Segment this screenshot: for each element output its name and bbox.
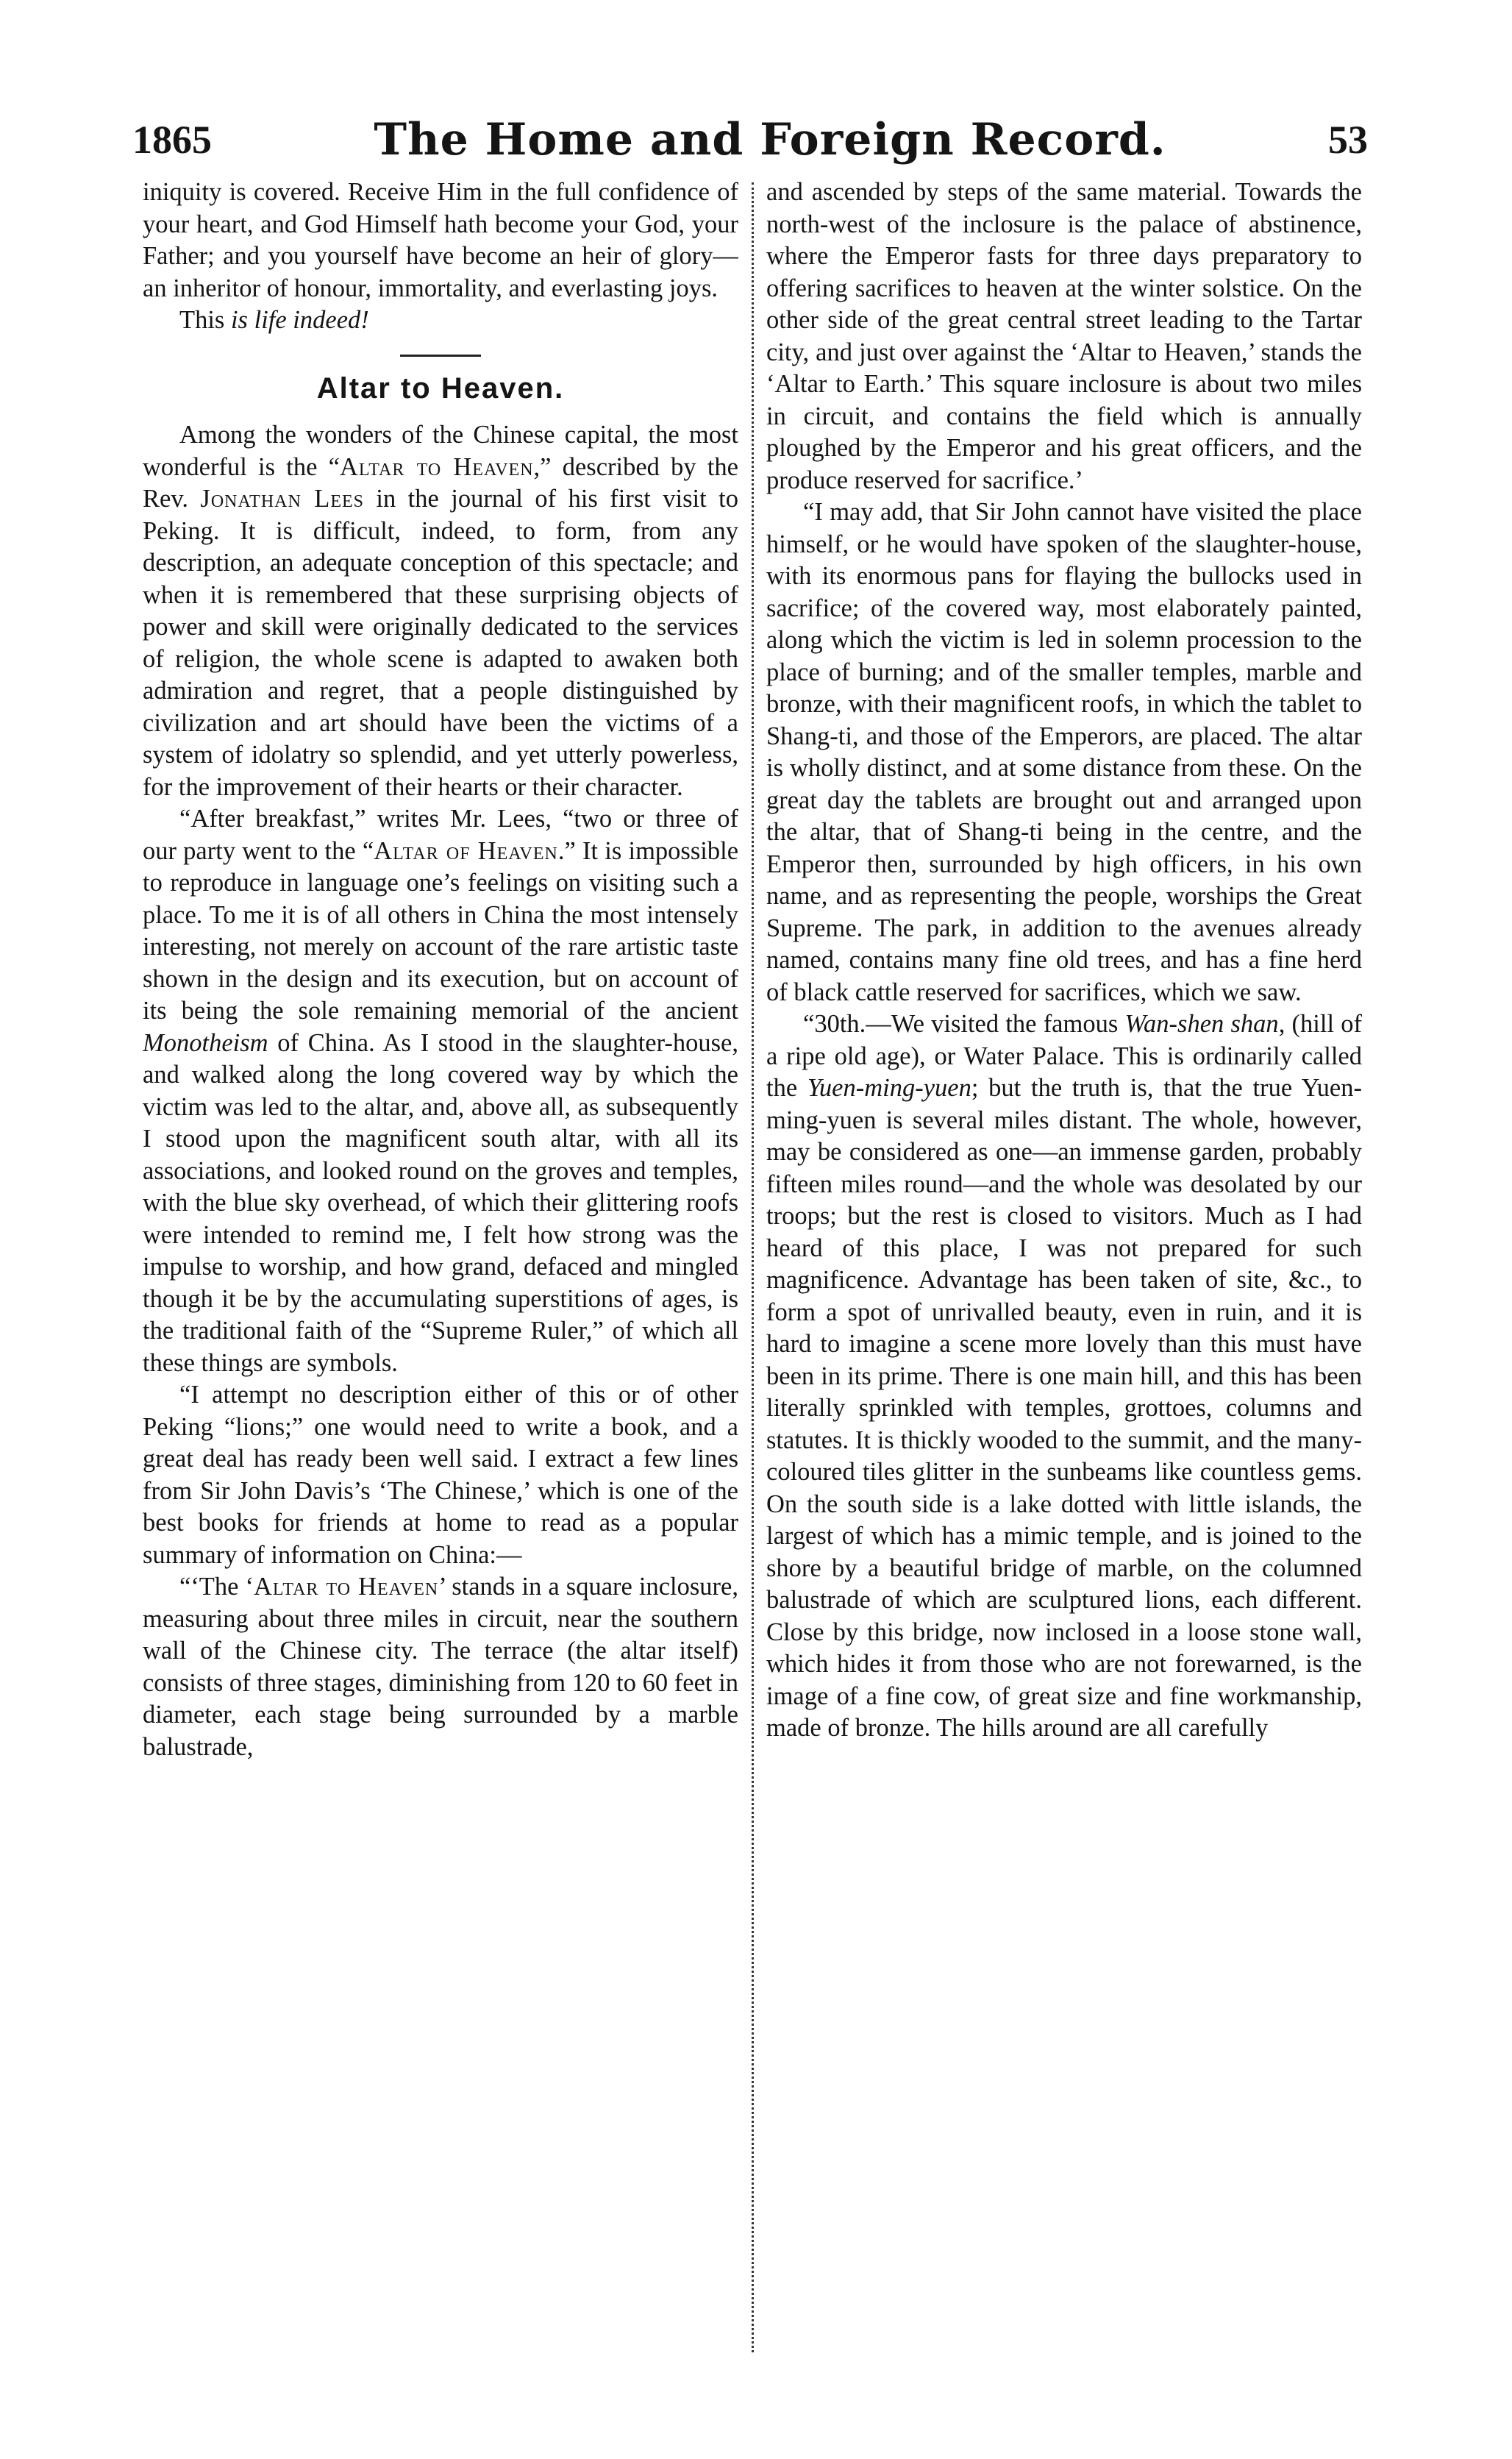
text-run: “After breakfast,” writes Mr. Lees, “two or three of our party went to the “ xyxy=(143,805,738,865)
closing-emphasis: is life indeed! xyxy=(230,306,369,334)
text-run: “30th.—We visited the famous xyxy=(803,1010,1125,1038)
publication-title: The Home and Foreign Record. xyxy=(374,114,1166,166)
small-caps-run: Altar to Heaven xyxy=(339,452,534,481)
section-heading: Altar to Heaven. xyxy=(316,371,565,405)
left-column xyxy=(143,177,738,2354)
paragraph-continued: iniquity is covered. Receive Him in the full confidence of your heart, and God Himself hath become your God, your Father; and you yourself have become an heir of glory—an inheritor of honour, immortality, and everlasting joys. xyxy=(143,178,738,302)
italic-run: Yuen-ming-yuen xyxy=(807,1074,971,1102)
text-run: Among the wonders of the Chinese capital, the most wonderful is the “ xyxy=(143,421,738,481)
paragraph-closing xyxy=(143,305,738,337)
text-run: , (hill of a ripe old age), or Water Palace. This is ordinarily called the xyxy=(766,1010,1362,1102)
page-number: 53 xyxy=(1327,118,1368,162)
small-caps-run: Altar of Heaven xyxy=(374,836,558,865)
small-caps-run: Jonathan Lees xyxy=(200,485,364,513)
paragraph-davis-quote xyxy=(143,1571,738,1763)
header-year: 1865 xyxy=(132,118,212,162)
paragraph-lees-quote xyxy=(143,803,738,1379)
right-column xyxy=(766,177,1362,2354)
text-run: of China. As I stood in the slaughter-house, and walked along the long covered way by which the victim was led to the altar, and, above all, as subsequently I stood upon the magnificent south altar, with all its associations, and looked round on the groves and temples, with the blue sky overhead, of which their glittering roofs were intended to remind me, I felt how strong was the impulse to worship, and how grand, defaced and mingled though it be by the accumulating superstitions of ages, is the traditional faith of the “Supreme Ruler,” of which all these things are symbols. xyxy=(143,1028,738,1377)
small-caps-run: Altar to Heaven xyxy=(253,1573,439,1601)
section-divider xyxy=(400,355,481,357)
italic-run: Monotheism xyxy=(143,1028,268,1057)
text-run: ’ stands in a square inclosure, measuring about three miles in circuit, near the southern wall of the Chinese city. The terrace (the altar itself) consists of three stages, diminishing from 120 to 60 feet in diameter, each stage being surrounded by a marble balustrade, xyxy=(143,1573,738,1761)
column-divider xyxy=(752,182,754,2352)
text-run: in the journal of his first visit to Peking. It is difficult, indeed, to form, from any description, an adequate conception of this spectacle; and when it is remembered that these surprising objects of power and skill were originally dedicated to the services of religion, the whole scene is adapted to awaken both admiration and regret, that a people distinguished by civilization and art should have been the victims of a system of idolatry so splendid, and yet utterly powerless, for the improvement of their hearts or their character. xyxy=(143,485,738,801)
paragraph-description: “I attempt no description either of this or of other Peking “lions;” one would need to write a book, and a great deal has ready been well said. I extract a few lines from Sir John Davis’s ‘The Chinese,’ which is one of the best books for friends at home to read as a popular summary of information on China:— xyxy=(143,1381,738,1569)
text-run: ,” described by the Rev. xyxy=(143,452,738,513)
text-run: “‘The ‘ xyxy=(179,1573,254,1601)
closing-text: This xyxy=(179,306,231,334)
paragraph-continued: and ascended by steps of the same material. Towards the north-west of the inclosure is the palace of abstinence, where the Emperor fasts for three days preparatory to offering sacrifices to heaven at the winter solstice. On the other side of the great central street leading to the Tartar city, and just over against the ‘Altar to Heaven,’ stands the ‘Altar to Earth.’ This square inclosure is about two miles in circuit, and contains the field which is annually ploughed by the Emperor and his great officers, and the produce reserved for sacrifice.’ xyxy=(766,178,1362,494)
paragraph-intro xyxy=(143,419,738,803)
text-run: .” It is impossible to reproduce in language one’s feelings on visiting such a place. To me it is of all others in China the most intensely interesting, not merely on account of the rare artistic taste shown in the design and its execution, but on account of its being the sole remaining memorial of the ancient xyxy=(143,836,738,1025)
paragraph-addition: “I may add, that Sir John cannot have visited the place himself, or he would have spoken of the slaughter-house, with its enormous pans for flaying the bullocks used in sacrifice; of the covered way, most elaborately painted, along which the victim is led in solemn procession to the place of burning; and of the smaller temples, marble and bronze, with their magnificent roofs, in which the tablet to Shang-ti, and those of the Emperors, are placed. The altar is wholly distinct, and at some distance from these. On the great day the tablets are brought out and arranged upon the altar, that of Shang-ti being in the centre, and the Emperor then, surrounded by high officers, in his own name, and as representing the people, worships the Great Supreme. The park, in addition to the avenues already named, contains many fine old trees, and has a fine herd of black cattle reserved for sacrifices, which we saw. xyxy=(766,498,1362,1006)
text-run: ; but the truth is, that the true Yuen-ming-yuen is several miles distant. The whole, however, may be considered as one—an immense garden, probably fifteen miles round—and the whole was desolated by our troops; but the rest is closed to visitors. Much as I had heard of this place, I was not prepared for such magnificence. Advantage has been taken of site, &c., to form a spot of unrivalled beauty, even in ruin, and it is hard to imagine a scene more lovely than this must have been in its prime. There is one main hill, and this has been literally sprinkled with temples, grottoes, columns and statutes. It is thickly wooded to the summit, and the many-coloured tiles glitter in the sunbeams like countless gems. On the south side is a lake dotted with little islands, the largest of which has a mimic temple, and is joined to the shore by a beautiful bridge of marble, on the columned balustrade of which are sculptured lions, each different. Close by this bridge, now inclosed in a loose stone wall, which hides it from those who are not forewarned, is the image of a fine cow, of great size and fine workmanship, made of bronze. The hills around are all carefully xyxy=(766,1074,1362,1742)
paragraph-diary-30th xyxy=(766,1008,1362,1745)
running-header xyxy=(132,110,1368,169)
italic-run: Wan-shen shan xyxy=(1124,1010,1279,1038)
